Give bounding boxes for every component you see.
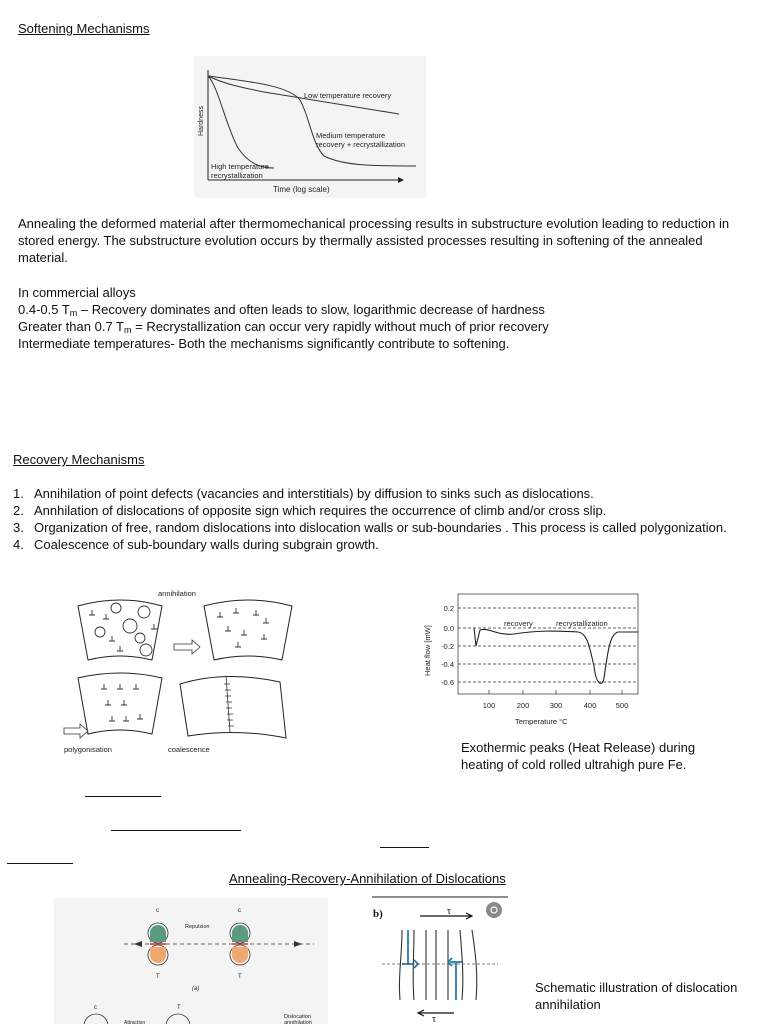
alloy-line-recovery: 0.4-0.5 $T_m$ – Recovery dominates and often leads to slow, logarithmic decrease of hardness bbox=[18, 302, 545, 318]
dsc-caption-1: Exothermic peaks (Heat Release) during bbox=[461, 740, 696, 755]
y-tick-label: 0.2 bbox=[443, 604, 454, 613]
dislocation-pair-left bbox=[148, 923, 168, 965]
figure-background bbox=[368, 896, 508, 1024]
label-high-temperature-2: recrystallization bbox=[211, 171, 263, 180]
divider bbox=[111, 830, 241, 831]
subfigure-label: (a) bbox=[192, 986, 200, 992]
chart-x-label: Time (log scale) bbox=[273, 185, 330, 194]
dsc-y-label: Heat flow [mW] bbox=[423, 625, 432, 676]
alloys-intro: In commercial alloys bbox=[18, 285, 136, 300]
shear-direction-icon bbox=[486, 902, 502, 918]
t-label-left: T bbox=[156, 974, 160, 980]
list-item: 2. Annhilation of dislocations of opposite sign which requires the occurrence of climb and/or cross slip. bbox=[13, 503, 607, 518]
t-label-bottom: T bbox=[177, 1005, 181, 1011]
dsc-caption-2: heating of cold rolled ultrahigh pure Fe. bbox=[461, 757, 687, 772]
alloy-line-intermediate: Intermediate temperatures- Both the mechanisms significantly contribute to softening. bbox=[18, 336, 510, 351]
c-label-left: c bbox=[156, 908, 159, 914]
paragraph-line-1: Annealing the deformed material after thermomechanical processing results in substructure evolution leading to reduction in bbox=[18, 216, 730, 231]
grain-recovered bbox=[204, 600, 292, 660]
dsc-heat-flow-chart bbox=[418, 590, 644, 730]
y-tick-label: -0.2 bbox=[441, 642, 454, 651]
grain-coalesced bbox=[180, 676, 286, 738]
label-medium-temperature-2: recovery + recrystallization bbox=[316, 140, 405, 149]
recrystallization-peak-label: recrystallization bbox=[556, 619, 608, 628]
t-label-right: T bbox=[238, 974, 242, 980]
dislocation-annihilation-label: Dislocation bbox=[284, 1014, 311, 1020]
chart-y-label: Hardness bbox=[198, 106, 205, 136]
dislocation-marks bbox=[217, 608, 269, 647]
dsc-x-label: Temperature °C bbox=[515, 717, 568, 726]
annihilation-figure-b bbox=[368, 896, 508, 1024]
softening-heading: Softening Mechanisms bbox=[18, 21, 150, 36]
x-tick-label: 300 bbox=[549, 701, 563, 710]
c-label-bottom: c bbox=[94, 1005, 97, 1011]
dislocation-cluster bbox=[89, 603, 157, 656]
y-tick-label: 0.0 bbox=[443, 624, 454, 633]
list-item: 1. Annihilation of point defects (vacancies and interstitials) by diffusion to sinks such as dislocations. bbox=[13, 486, 594, 501]
dislocation-pair-right bbox=[230, 923, 250, 965]
tau-label-top: τ bbox=[447, 906, 452, 917]
dislocation-annihilation-label-2: annihilation bbox=[284, 1020, 312, 1024]
recovery-heading: Recovery Mechanisms bbox=[13, 452, 145, 467]
arrow-icon bbox=[64, 724, 88, 738]
list-item: 4. Coalescence of sub-boundary walls during subgrain growth. bbox=[13, 537, 379, 552]
x-tick-label: 100 bbox=[482, 701, 496, 710]
polygonisation-label: polygonisation bbox=[64, 745, 112, 754]
divider bbox=[380, 847, 429, 848]
label-low-temperature: Low temperature recovery bbox=[304, 91, 392, 100]
sub-boundary-wall bbox=[224, 676, 234, 732]
plot-frame bbox=[458, 594, 638, 694]
recovery-peak-label: recovery bbox=[504, 619, 533, 628]
repulsion-label: Repulsion bbox=[185, 924, 210, 930]
x-tick-label: 400 bbox=[583, 701, 597, 710]
grain-polygonised bbox=[78, 673, 162, 734]
paragraph-line-3: material. bbox=[18, 250, 68, 265]
list-item: 3. Organization of free, random dislocations into dislocation walls or sub-boundaries . This process is called polygonization. bbox=[13, 520, 727, 535]
alloy-line-recrystallization: Greater than 0.7 $T_m$ = Recrystallization can occur very rapidly without much of prior recovery bbox=[18, 319, 549, 335]
x-tick-label: 500 bbox=[615, 701, 629, 710]
divider bbox=[7, 863, 73, 864]
y-tick-labels bbox=[441, 604, 454, 687]
label-high-temperature: High temperature bbox=[211, 162, 269, 171]
attraction-label: Attraction bbox=[124, 1020, 146, 1024]
label-medium-temperature: Medium temperature bbox=[316, 131, 386, 140]
coalescence-label: coalescence bbox=[168, 745, 210, 754]
dislocation-walls bbox=[101, 684, 143, 721]
c-label-right: c bbox=[238, 908, 241, 914]
divider bbox=[85, 796, 161, 797]
hardness-time-chart bbox=[194, 56, 426, 198]
recovery-schematic bbox=[60, 586, 305, 758]
tau-label-bottom: τ bbox=[432, 1014, 437, 1024]
x-tick-label: 200 bbox=[516, 701, 530, 710]
annihilation-figure-a bbox=[54, 898, 328, 1024]
arrow-icon bbox=[174, 640, 200, 654]
annihilation-heading: Annealing-Recovery-Annihilation of Dislocations bbox=[229, 871, 506, 886]
paragraph-line-2: stored energy. The substructure evolution occurs by thermally assisted processes resulting in softening of the annealed bbox=[18, 233, 703, 248]
annihilation-caption-2: annihilation bbox=[535, 997, 601, 1012]
annihilation-caption-1: Schematic illustration of dislocation bbox=[535, 980, 738, 995]
subfigure-b-label: b) bbox=[373, 908, 383, 920]
annihilation-label: annihilation bbox=[158, 589, 196, 598]
y-tick-label: -0.4 bbox=[441, 660, 454, 669]
y-tick-label: -0.6 bbox=[441, 678, 454, 687]
